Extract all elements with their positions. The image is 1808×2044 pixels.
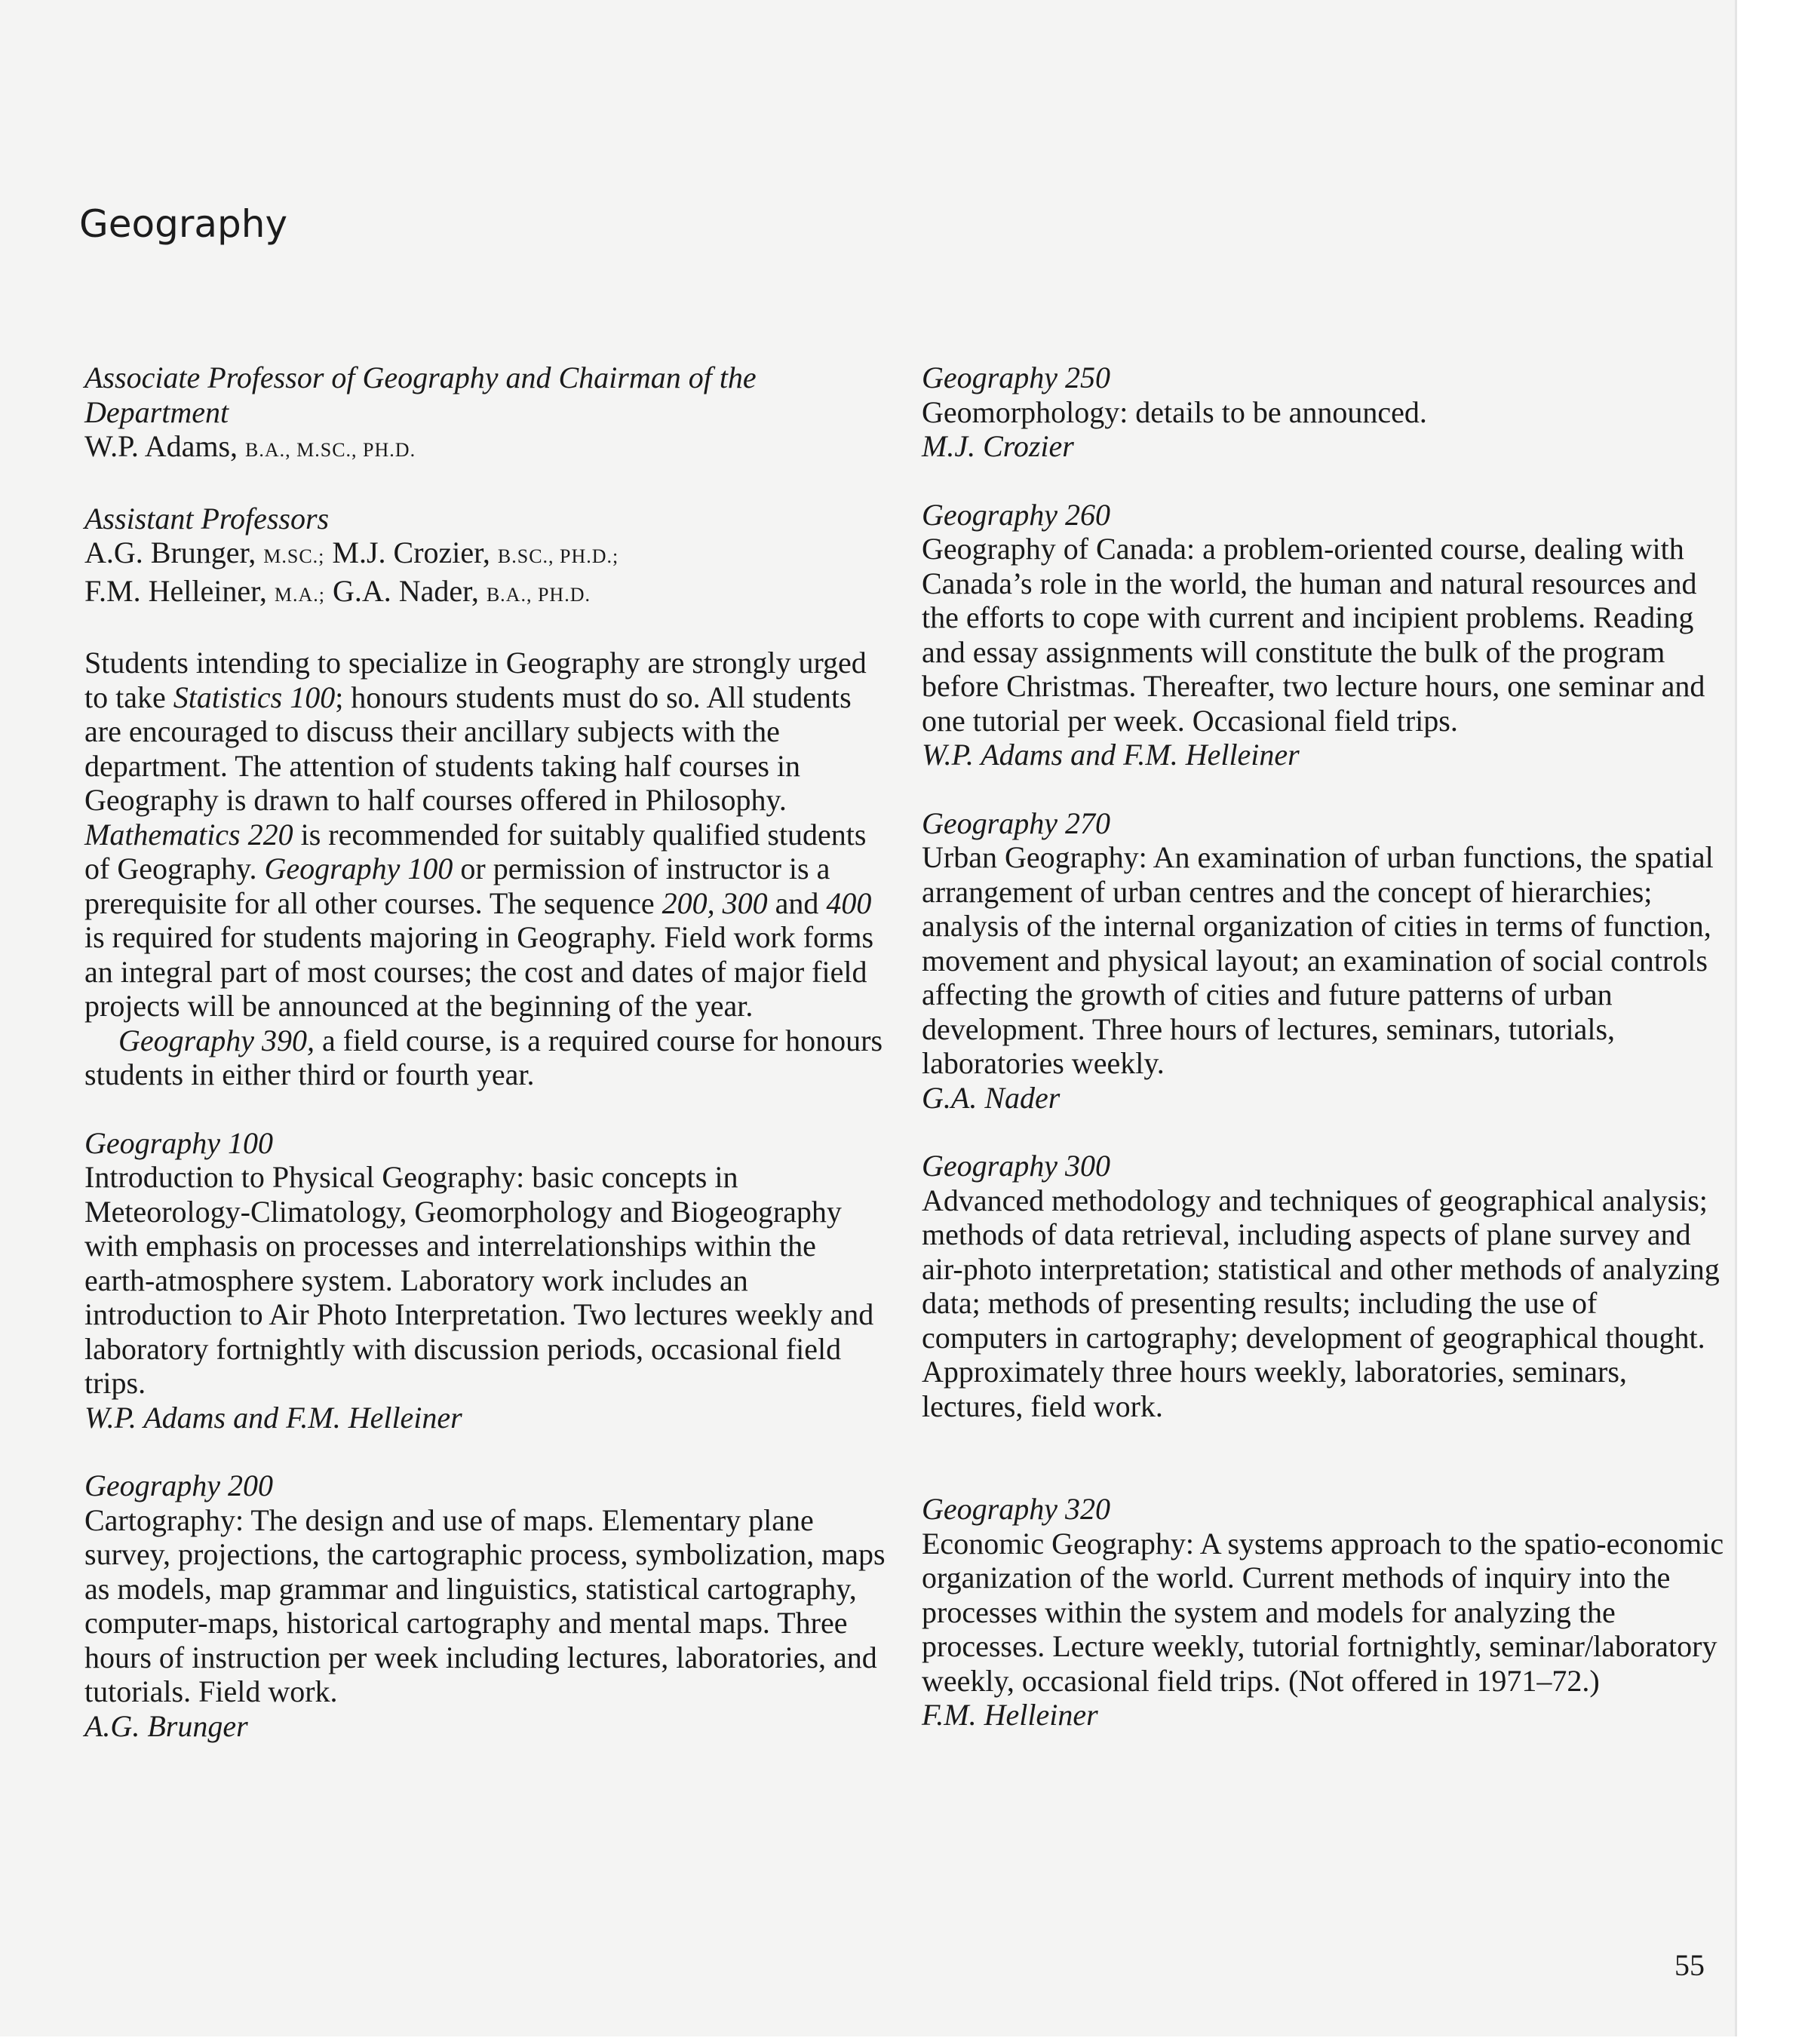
intro-course-ref: Geography 100 [264, 852, 453, 885]
faculty-degrees: M.A.; [274, 583, 325, 606]
course-title: Geography 100 [84, 1125, 273, 1160]
page-number: 55 [1674, 1948, 1705, 1982]
course-title: Geography 250 [922, 361, 1110, 394]
spacer [922, 1423, 1725, 1492]
course-instructor: W.P. Adams and F.M. Helleiner [84, 1400, 462, 1435]
course-title: Geography 200 [84, 1469, 273, 1502]
faculty-name: F.M. Helleiner, [84, 573, 267, 608]
faculty-degrees: B.SC., PH.D.; [497, 545, 619, 567]
intro-course-ref: Geography 390, [118, 1023, 315, 1057]
page-title: Geography [79, 202, 288, 246]
chair-name-line [84, 429, 892, 468]
course-instructor: A.G. Brunger [84, 1708, 248, 1743]
course-geography-250 [922, 361, 1725, 464]
course-geography-100 [84, 1126, 892, 1435]
course-title: Geography 320 [922, 1492, 1110, 1526]
course-title: Geography 260 [922, 497, 1110, 532]
assistant-line-2 [84, 574, 892, 612]
intro-paragraph [84, 646, 892, 1024]
intro-text: ; honours students must do so. All students are encouraged to discuss their ancillary subjects with the department. The attention of students taking half courses in Geography is drawn to half courses offered in Philosophy. [84, 680, 852, 817]
intro-paragraph-2 [84, 1024, 892, 1092]
intro-course-ref: 200, 300 [662, 885, 768, 920]
course-geography-320 [922, 1492, 1725, 1732]
intro-text: a field course, is a required course for honours students in either third or fourth year. [84, 1023, 883, 1091]
left-column [84, 361, 892, 1743]
spacer [922, 464, 1725, 498]
spacer [922, 772, 1725, 806]
assistant-role: Assistant Professors [84, 501, 330, 536]
spacer [84, 468, 892, 502]
course-title: Geography 300 [922, 1149, 1110, 1183]
intro-text: is recommended for suitably qualified students of Geography. [84, 817, 867, 885]
intro-text: and [767, 885, 827, 920]
course-geography-300 [922, 1149, 1725, 1423]
assistant-line-1 [84, 536, 892, 574]
course-title: Geography 270 [922, 806, 1110, 840]
assistant-block [84, 502, 892, 612]
course-description: Geography of Canada: a problem-oriented course, dealing with Canada’s role in the world, the human and natural resources and the efforts to cope with current and incipient problems. Reading and essay assignments will constitute the bulk of the program before Christmas. Thereafter, two lecture hours, one seminar and one tutorial per week. Occasional field trips. [922, 532, 1705, 738]
spacer [84, 1435, 892, 1469]
right-column [922, 361, 1725, 1732]
spacer [84, 1092, 892, 1126]
course-description: Introduction to Physical Geography: basic concepts in Meteorology-Climatology, Geomorphology and Biogeography with emphasis on processes and interrelationships within the earth-atmosphere system. Laboratory work includes an introduction to Air Photo Interpretation. Two lectures weekly and laboratory fortnightly with discussion periods, occasional field trips. [84, 1160, 874, 1400]
course-geography-270 [922, 806, 1725, 1116]
faculty-degrees: B.A., PH.D. [486, 583, 591, 606]
intro-course-ref: Mathematics 220 [84, 817, 293, 852]
course-description: Geomorphology: details to be announced. [922, 394, 1427, 429]
intro-text: Students intending to specialize in Geography are strongly urged to take [84, 646, 867, 714]
chair-role: Associate Professor of Geography and Chairman of the Department [84, 361, 757, 429]
chair-block [84, 361, 892, 468]
course-geography-260 [922, 498, 1725, 772]
course-instructor: G.A. Nader [922, 1080, 1061, 1115]
faculty-name: G.A. Nader, [332, 573, 479, 608]
course-description: Economic Geography: A systems approach to the spatio-economic organization of the world. Current methods of inquiry into the processes within the system and models for analyzing the processes. Lecture weekly, tutorial fortnightly, seminar/laboratory weekly, occasional field trips. (Not offered in 1971–72.) [922, 1526, 1724, 1698]
course-description: Cartography: The design and use of maps. Elementary plane survey, projections, the cartographic process, symbolization, maps as models, map grammar and linguistics, statistical cartography, computer-maps, historical cartography and mental maps. Three hours of instruction per week including lectures, laboratories, and tutorials. Field work. [84, 1502, 886, 1708]
faculty-name: M.J. Crozier, [332, 536, 490, 569]
course-instructor: F.M. Helleiner [922, 1698, 1098, 1732]
course-geography-200 [84, 1469, 892, 1743]
intro-course-ref: 400 [826, 885, 872, 920]
faculty-degrees: M.SC.; [263, 545, 325, 567]
spacer [922, 1115, 1725, 1149]
faculty-name: A.G. Brunger, [84, 536, 256, 569]
intro-text: is required for students majoring in Geography. Field work forms an integral part of most courses; the cost and dates of major field projects will be announced at the beginning of the year. [84, 920, 874, 1023]
spacer [84, 612, 892, 646]
intro-course-ref: Statistics 100 [173, 680, 336, 714]
course-instructor: M.J. Crozier [922, 429, 1074, 463]
course-description: Advanced methodology and techniques of geographical analysis; methods of data retrieval, including aspects of plane survey and air-photo interpretation; statistical and other methods of analyzing data; methods of presenting results; including the use of computers in cartography; development of geographical thought. Approximately three hours weekly, laboratories, seminars, lectures, field work. [922, 1183, 1720, 1423]
chair-degrees: B.A., M.SC., PH.D. [245, 439, 416, 461]
intro-text: or permission of instructor is a prerequisite for all other courses. The sequence [84, 852, 830, 920]
chair-name: W.P. Adams, [84, 429, 238, 463]
course-instructor: W.P. Adams and F.M. Helleiner [922, 738, 1300, 772]
course-description: Urban Geography: An examination of urban functions, the spatial arrangement of urban centres and the concept of hierarchies; analysis of the internal organization of cities in terms of function, movement and physical layout; an examination of social controls affecting the growth of cities and future patterns of urban development. Three hours of lectures, seminars, tutorials, laboratories weekly. [922, 840, 1714, 1080]
